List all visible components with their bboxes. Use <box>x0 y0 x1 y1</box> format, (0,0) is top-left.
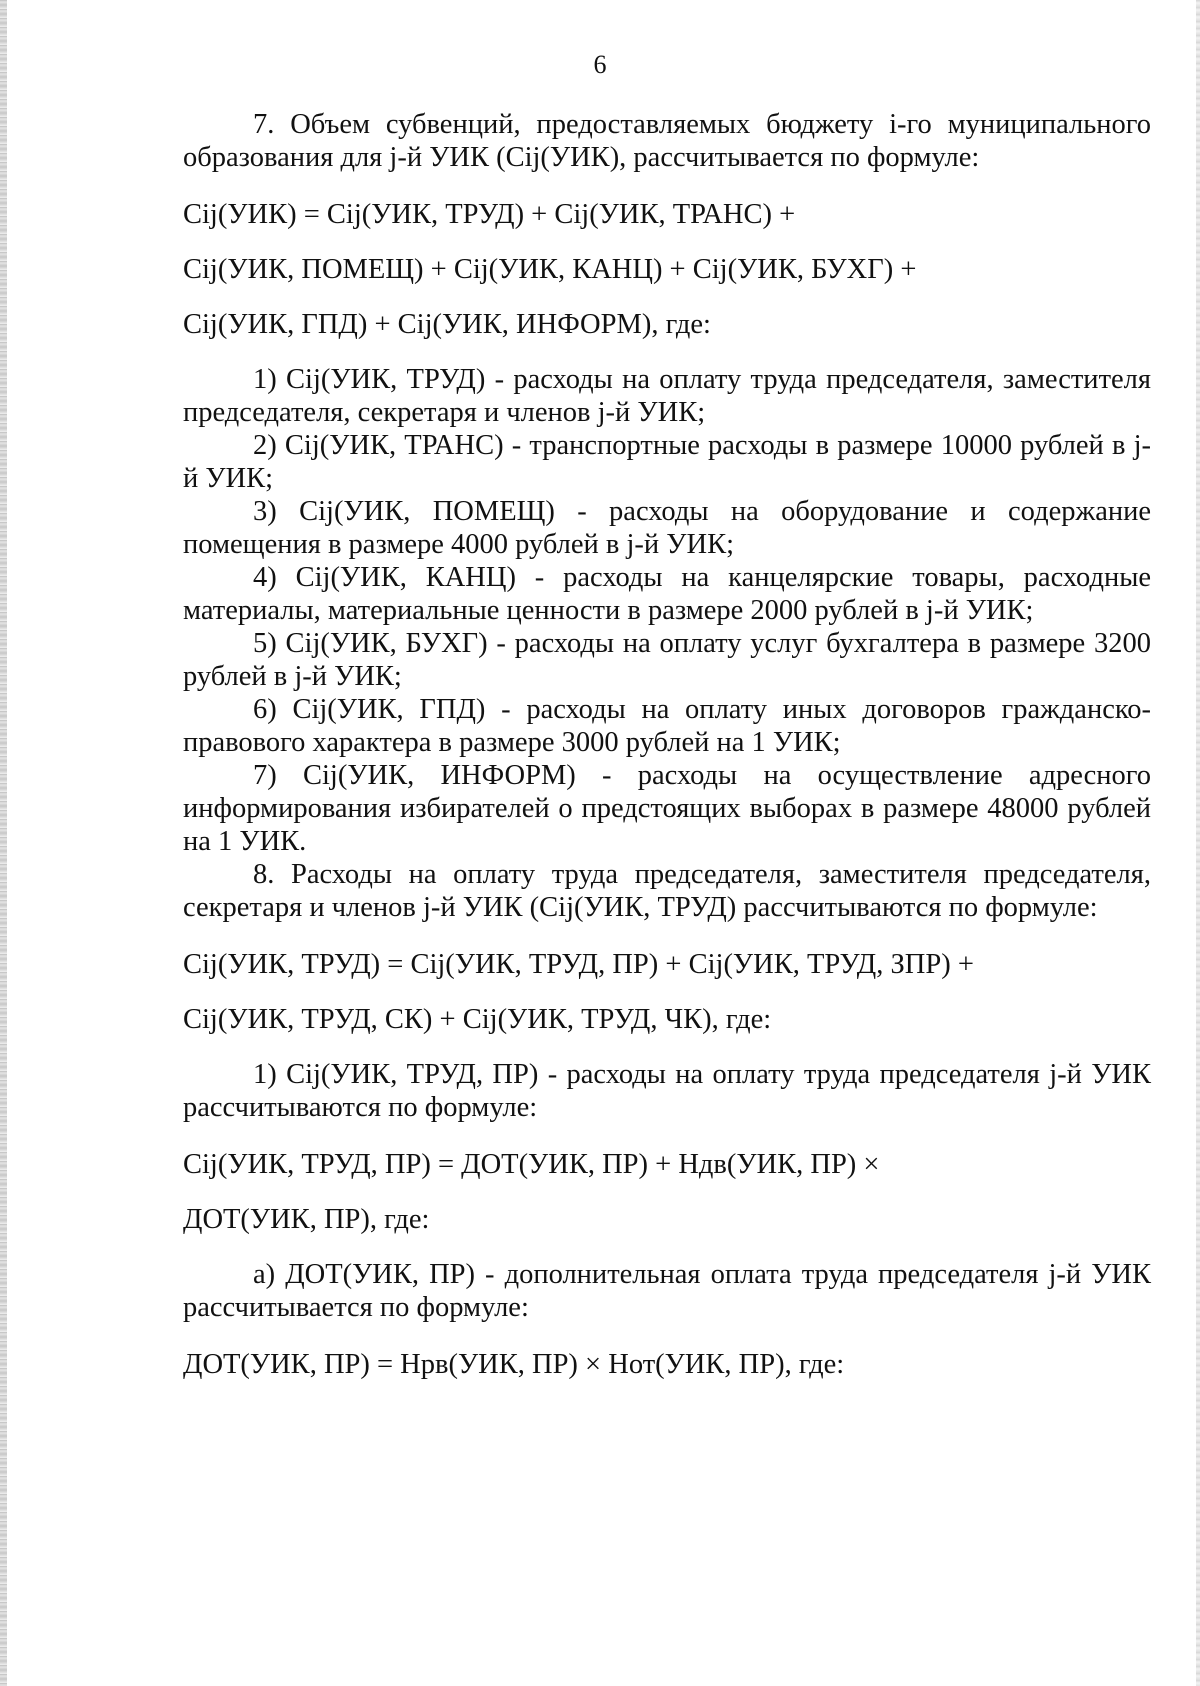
paragraph-7-intro: 7. Объем субвенций, предоставляемых бюджету i-го муниципального образования для j-й УИК (Cij(УИК), рассчитывается по формуле: <box>183 109 1151 173</box>
formula-cij-trud-line-1: Cij(УИК, ТРУД) = Cij(УИК, ТРУД, ПР) + Cij(УИК, ТРУД, ЗПР) + <box>183 949 974 980</box>
page-number: 6 <box>593 50 607 79</box>
list-item-gpd: 6) Cij(УИК, ГПД) - расходы на оплату иных договоров гражданско-правового характера в размере 3000 рублей на 1 УИК; <box>183 694 1151 758</box>
list-item-kanc: 4) Cij(УИК, КАНЦ) - расходы на канцелярские товары, расходные материалы, материальные ценности в размере 2000 рублей в j-й УИК; <box>183 562 1151 626</box>
formula-cij-uik-line-1: Cij(УИК) = Cij(УИК, ТРУД) + Cij(УИК, ТРАНС) + <box>183 199 796 230</box>
list-item-trans: 2) Cij(УИК, ТРАНС) - транспортные расходы в размере 10000 рублей в j-й УИК; <box>183 430 1151 494</box>
list-item-inform: 7) Cij(УИК, ИНФОРМ) - расходы на осуществление адресного информирования избирателей о предстоящих выборах в размере 48000 рублей на 1 УИК. <box>183 760 1151 857</box>
sub-item-dot-pr: а) ДОТ(УИК, ПР) - дополнительная оплата труда председателя j-й УИК рассчитывается по формуле: <box>183 1259 1151 1323</box>
formula-cij-trud-pr-line-2: ДОТ(УИК, ПР), где: <box>183 1204 430 1235</box>
scan-edge-right <box>1196 0 1200 1686</box>
list-item-trud-pr: 1) Cij(УИК, ТРУД, ПР) - расходы на оплату труда председателя j-й УИК рассчитываются по формуле: <box>183 1059 1151 1123</box>
list-item-pomesch: 3) Cij(УИК, ПОМЕЩ) - расходы на оборудование и содержание помещения в размере 4000 рублей в j-й УИК; <box>183 496 1151 560</box>
formula-cij-uik-line-2: Cij(УИК, ПОМЕЩ) + Cij(УИК, КАНЦ) + Cij(УИК, БУХГ) + <box>183 254 917 285</box>
formula-dot-pr: ДОТ(УИК, ПР) = Нрв(УИК, ПР) × Нот(УИК, ПР), где: <box>183 1349 845 1380</box>
formula-cij-uik-line-3: Cij(УИК, ГПД) + Cij(УИК, ИНФОРМ), где: <box>183 309 711 340</box>
formula-cij-trud-pr-line-1: Cij(УИК, ТРУД, ПР) = ДОТ(УИК, ПР) + Ндв(УИК, ПР) × <box>183 1149 880 1180</box>
document-body <box>183 108 1151 1403</box>
paragraph-8-intro: 8. Расходы на оплату труда председателя, заместителя председателя, секретаря и членов j-й УИК (Cij(УИК, ТРУД) рассчитываются по формуле: <box>183 859 1151 923</box>
scan-edge-left <box>0 0 7 1686</box>
list-item-buhg: 5) Cij(УИК, БУХГ) - расходы на оплату услуг бухгалтера в размере 3200 рублей в j-й УИК; <box>183 628 1151 692</box>
list-item-trud: 1) Cij(УИК, ТРУД) - расходы на оплату труда председателя, заместителя председателя, секретаря и членов j-й УИК; <box>183 364 1151 428</box>
formula-cij-trud-line-2: Cij(УИК, ТРУД, СК) + Cij(УИК, ТРУД, ЧК), где: <box>183 1004 772 1035</box>
